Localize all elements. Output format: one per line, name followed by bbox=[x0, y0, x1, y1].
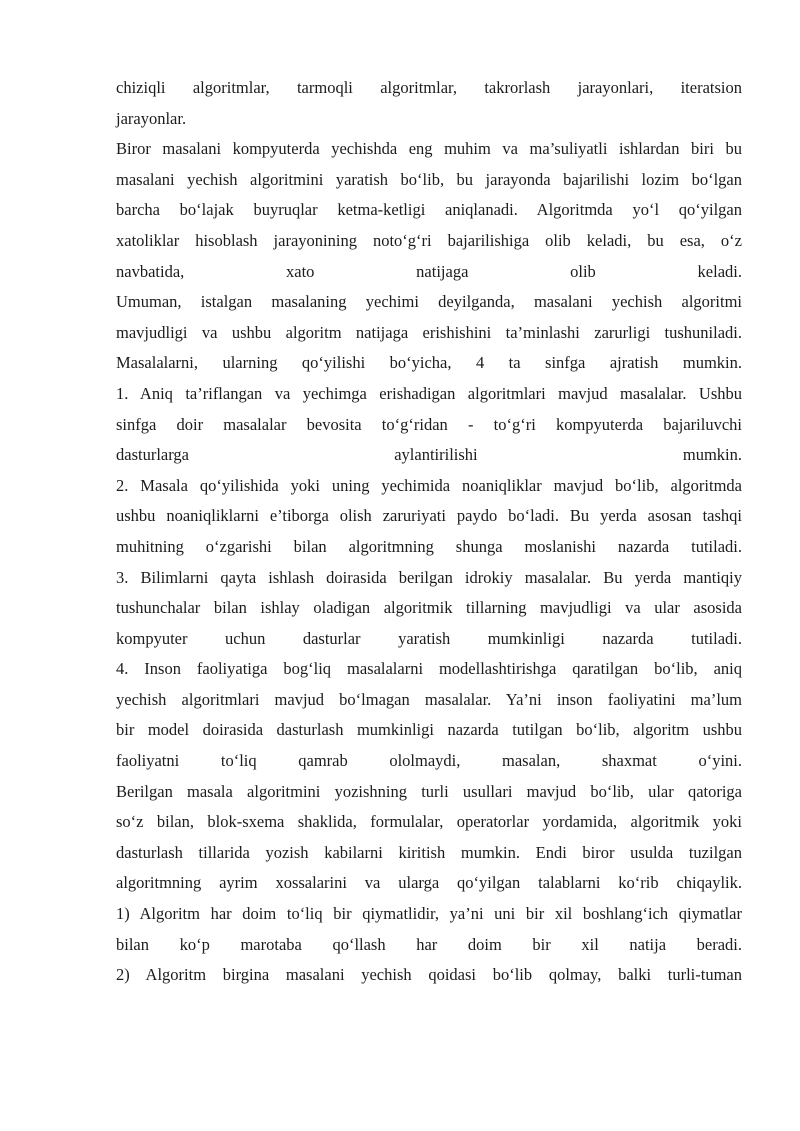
text-line: so‘z bilan, blok-sxema shaklida, formulalar, operatorlar yordamida, algoritmik yoki bbox=[116, 812, 742, 832]
text-line: mavjudligi va ushbu algoritm natijaga erishishini ta’minlashi zarurligi tushuniladi. bbox=[116, 322, 742, 342]
text-line: masalani yechish algoritmini yaratish bo‘lib, bu jarayonda bajarilishi lozim bo‘lgan bbox=[116, 169, 742, 189]
text-line: Berilgan masala algoritmini yozishning turli usullari mavjud bo‘lib, ular qatoriga bbox=[116, 781, 742, 801]
text-line: Masalalarni, ularning qo‘yilishi bo‘yicha, 4 ta sinfga ajratish mumkin. bbox=[116, 353, 742, 373]
text-line: muhitning o‘zgarishi bilan algoritmning shunga moslanishi nazarda tutiladi. bbox=[116, 536, 742, 556]
text-line: dasturlarga aylantirilishi mumkin. bbox=[116, 445, 742, 465]
text-line: 1) Algoritm har doim to‘liq bir qiymatlidir, ya’ni uni bir xil boshlang‘ich qiymatlar bbox=[116, 904, 742, 924]
text-line: bir model doirasida dasturlash mumkinligi nazarda tutilgan bo‘lib, algoritm ushbu bbox=[116, 720, 742, 740]
text-line: ushbu noaniqliklarni e’tiborga olish zaruriyati paydo bo‘ladi. Bu yerda asosan tashqi bbox=[116, 506, 742, 526]
text-line: faoliyatni to‘liq qamrab ololmaydi, masalan, shaxmat o‘yini. bbox=[116, 751, 742, 771]
text-line: xatoliklar hisoblash jarayonining noto‘g‘ri bajarilishiga olib keladi, bu esa, o‘z bbox=[116, 230, 742, 250]
document-page bbox=[116, 73, 742, 991]
text-line: sinfga doir masalalar bevosita to‘g‘ridan - to‘g‘ri kompyuterda bajariluvchi bbox=[116, 414, 742, 434]
text-line: 3. Bilimlarni qayta ishlash doirasida berilgan idrokiy masalalar. Bu yerda mantiqiy bbox=[116, 567, 742, 587]
text-line: 4. Inson faoliyatiga bog‘liq masalalarni modellashtirishga qaratilgan bo‘lib, aniq bbox=[116, 659, 742, 679]
text-line: bilan ko‘p marotaba qo‘llash har doim bir xil natija beradi. bbox=[116, 934, 742, 954]
text-line: jarayonlar. bbox=[116, 108, 187, 128]
text-line: barcha bo‘lajak buyruqlar ketma-ketligi aniqlanadi. Algoritmda yo‘l qo‘yilgan bbox=[116, 200, 742, 220]
text-line: chiziqli algoritmlar, tarmoqli algoritmlar, takrorlash jarayonlari, iteratsion bbox=[116, 78, 742, 97]
text-line: dasturlash tillarida yozish kabilarni kiritish mumkin. Endi biror usulda tuzilgan bbox=[116, 842, 742, 862]
text-line: kompyuter uchun dasturlar yaratish mumkinligi nazarda tutiladi. bbox=[116, 628, 742, 648]
text-line: Biror masalani kompyuterda yechishda eng muhim va ma’suliyatli ishlardan biri bu bbox=[116, 139, 742, 159]
text-line: 2) Algoritm birgina masalani yechish qoidasi bo‘lib qolmay, balki turli-tuman bbox=[116, 965, 742, 985]
text-line: Umuman, istalgan masalaning yechimi deyilganda, masalani yechish algoritmi bbox=[116, 292, 742, 312]
text-line: tushunchalar bilan ishlay oladigan algoritmik tillarning mavjudligi va ular asosida bbox=[116, 598, 742, 618]
text-line: yechish algoritmlari mavjud bo‘lmagan masalalar. Ya’ni inson faoliyatini ma’lum bbox=[116, 689, 742, 709]
text-line: 2. Masala qo‘yilishida yoki uning yechimida noaniqliklar mavjud bo‘lib, algoritmda bbox=[116, 475, 742, 495]
document-body bbox=[116, 73, 742, 991]
text-line: 1. Aniq ta’riflangan va yechimga erishadigan algoritmlari mavjud masalalar. Ushbu bbox=[116, 383, 742, 403]
text-line: navbatida, xato natijaga olib keladi. bbox=[116, 261, 742, 281]
text-line: algoritmning ayrim xossalarini va ularga qo‘yilgan talablarni ko‘rib chiqaylik. bbox=[116, 873, 742, 893]
